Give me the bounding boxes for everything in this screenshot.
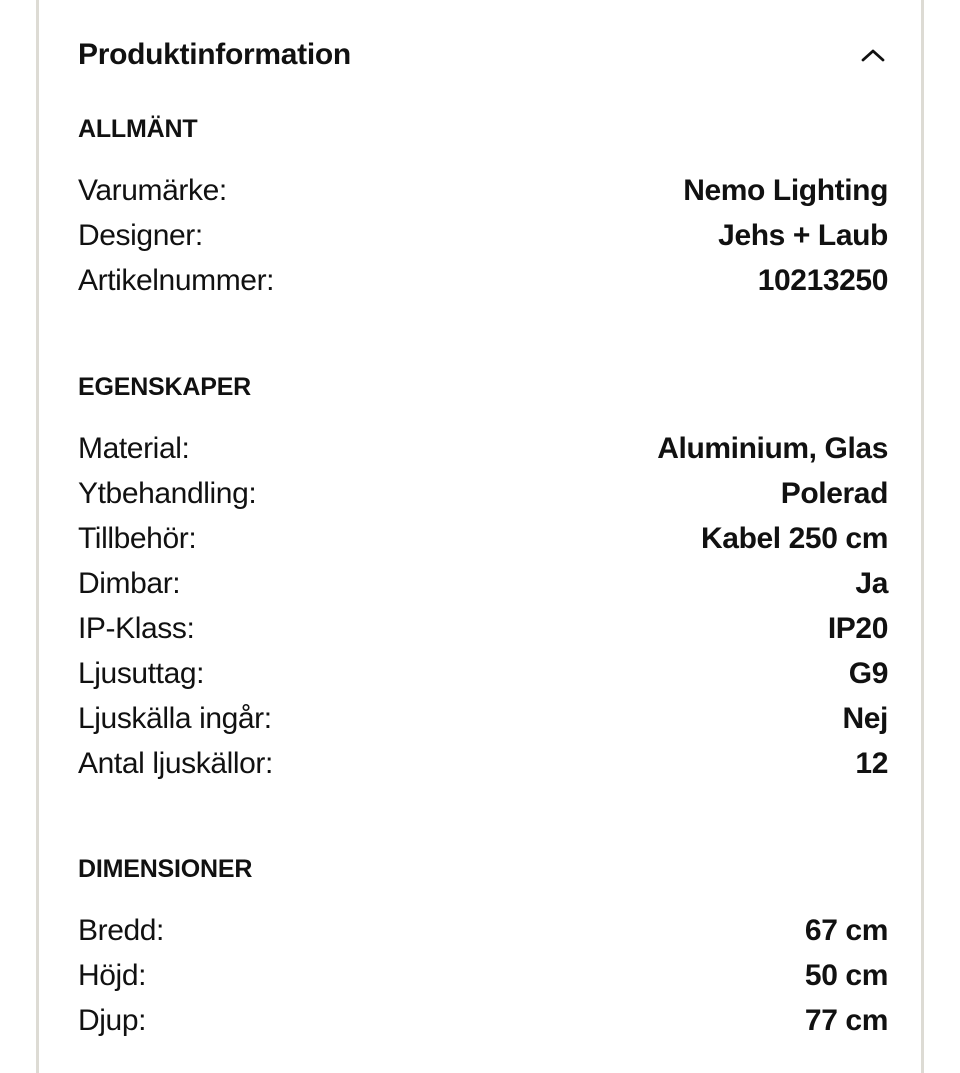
spec-row-socket bbox=[78, 651, 888, 696]
spec-label: Djup: bbox=[78, 1003, 147, 1037]
spec-row-bulb-count bbox=[78, 741, 888, 786]
spec-label: Ljuskälla ingår: bbox=[78, 701, 272, 735]
spec-label: Dimbar: bbox=[78, 566, 181, 600]
chevron-up-icon[interactable] bbox=[860, 42, 886, 68]
spec-list bbox=[78, 426, 888, 786]
spec-value: Polerad bbox=[780, 476, 888, 510]
section-title: ALLMÄNT bbox=[78, 115, 198, 143]
product-info-accordion-header[interactable] bbox=[78, 28, 888, 82]
spec-label: IP-Klass: bbox=[78, 611, 195, 645]
section-dimensions bbox=[78, 852, 888, 1043]
spec-list bbox=[78, 168, 888, 303]
spec-label: Designer: bbox=[78, 218, 203, 252]
spec-row-accessories bbox=[78, 516, 888, 561]
spec-label: Antal ljuskällor: bbox=[78, 746, 273, 780]
spec-value: 67 cm bbox=[804, 913, 888, 947]
spec-value: Jehs + Laub bbox=[718, 218, 888, 252]
section-title: EGENSKAPER bbox=[78, 373, 252, 401]
spec-row-finish bbox=[78, 471, 888, 516]
product-info-panel bbox=[36, 0, 924, 1073]
spec-row-ip-class bbox=[78, 606, 888, 651]
spec-label: Tillbehör: bbox=[78, 521, 197, 555]
spec-value: 77 cm bbox=[804, 1003, 888, 1037]
spec-row-designer bbox=[78, 213, 888, 258]
spec-list bbox=[78, 908, 888, 1043]
spec-label: Varumärke: bbox=[78, 173, 227, 207]
spec-value: Kabel 250 cm bbox=[701, 521, 888, 555]
spec-row-depth bbox=[78, 998, 888, 1043]
spec-value: IP20 bbox=[827, 611, 888, 645]
panel-title: Produktinformation bbox=[78, 38, 351, 71]
spec-row-brand bbox=[78, 168, 888, 213]
spec-row-article-number bbox=[78, 258, 888, 303]
spec-label: Höjd: bbox=[78, 958, 147, 992]
spec-value: Ja bbox=[855, 566, 888, 600]
spec-label: Material: bbox=[78, 431, 190, 465]
section-title: DIMENSIONER bbox=[78, 855, 253, 883]
spec-label: Ljusuttag: bbox=[78, 656, 205, 690]
spec-label: Ytbehandling: bbox=[78, 476, 257, 510]
section-general bbox=[78, 112, 888, 303]
spec-value: 50 cm bbox=[804, 958, 888, 992]
spec-row-width bbox=[78, 908, 888, 953]
spec-row-dimmable bbox=[78, 561, 888, 606]
spec-value: G9 bbox=[848, 656, 888, 690]
section-properties bbox=[78, 370, 888, 786]
spec-value: 10213250 bbox=[757, 263, 888, 297]
spec-row-bulb-included bbox=[78, 696, 888, 741]
spec-value: Nej bbox=[842, 701, 888, 735]
spec-row-material bbox=[78, 426, 888, 471]
spec-value: 12 bbox=[855, 746, 888, 780]
spec-label: Artikelnummer: bbox=[78, 263, 275, 297]
spec-value: Nemo Lighting bbox=[683, 173, 888, 207]
spec-label: Bredd: bbox=[78, 913, 164, 947]
spec-value: Aluminium, Glas bbox=[657, 431, 888, 465]
spec-row-height bbox=[78, 953, 888, 998]
